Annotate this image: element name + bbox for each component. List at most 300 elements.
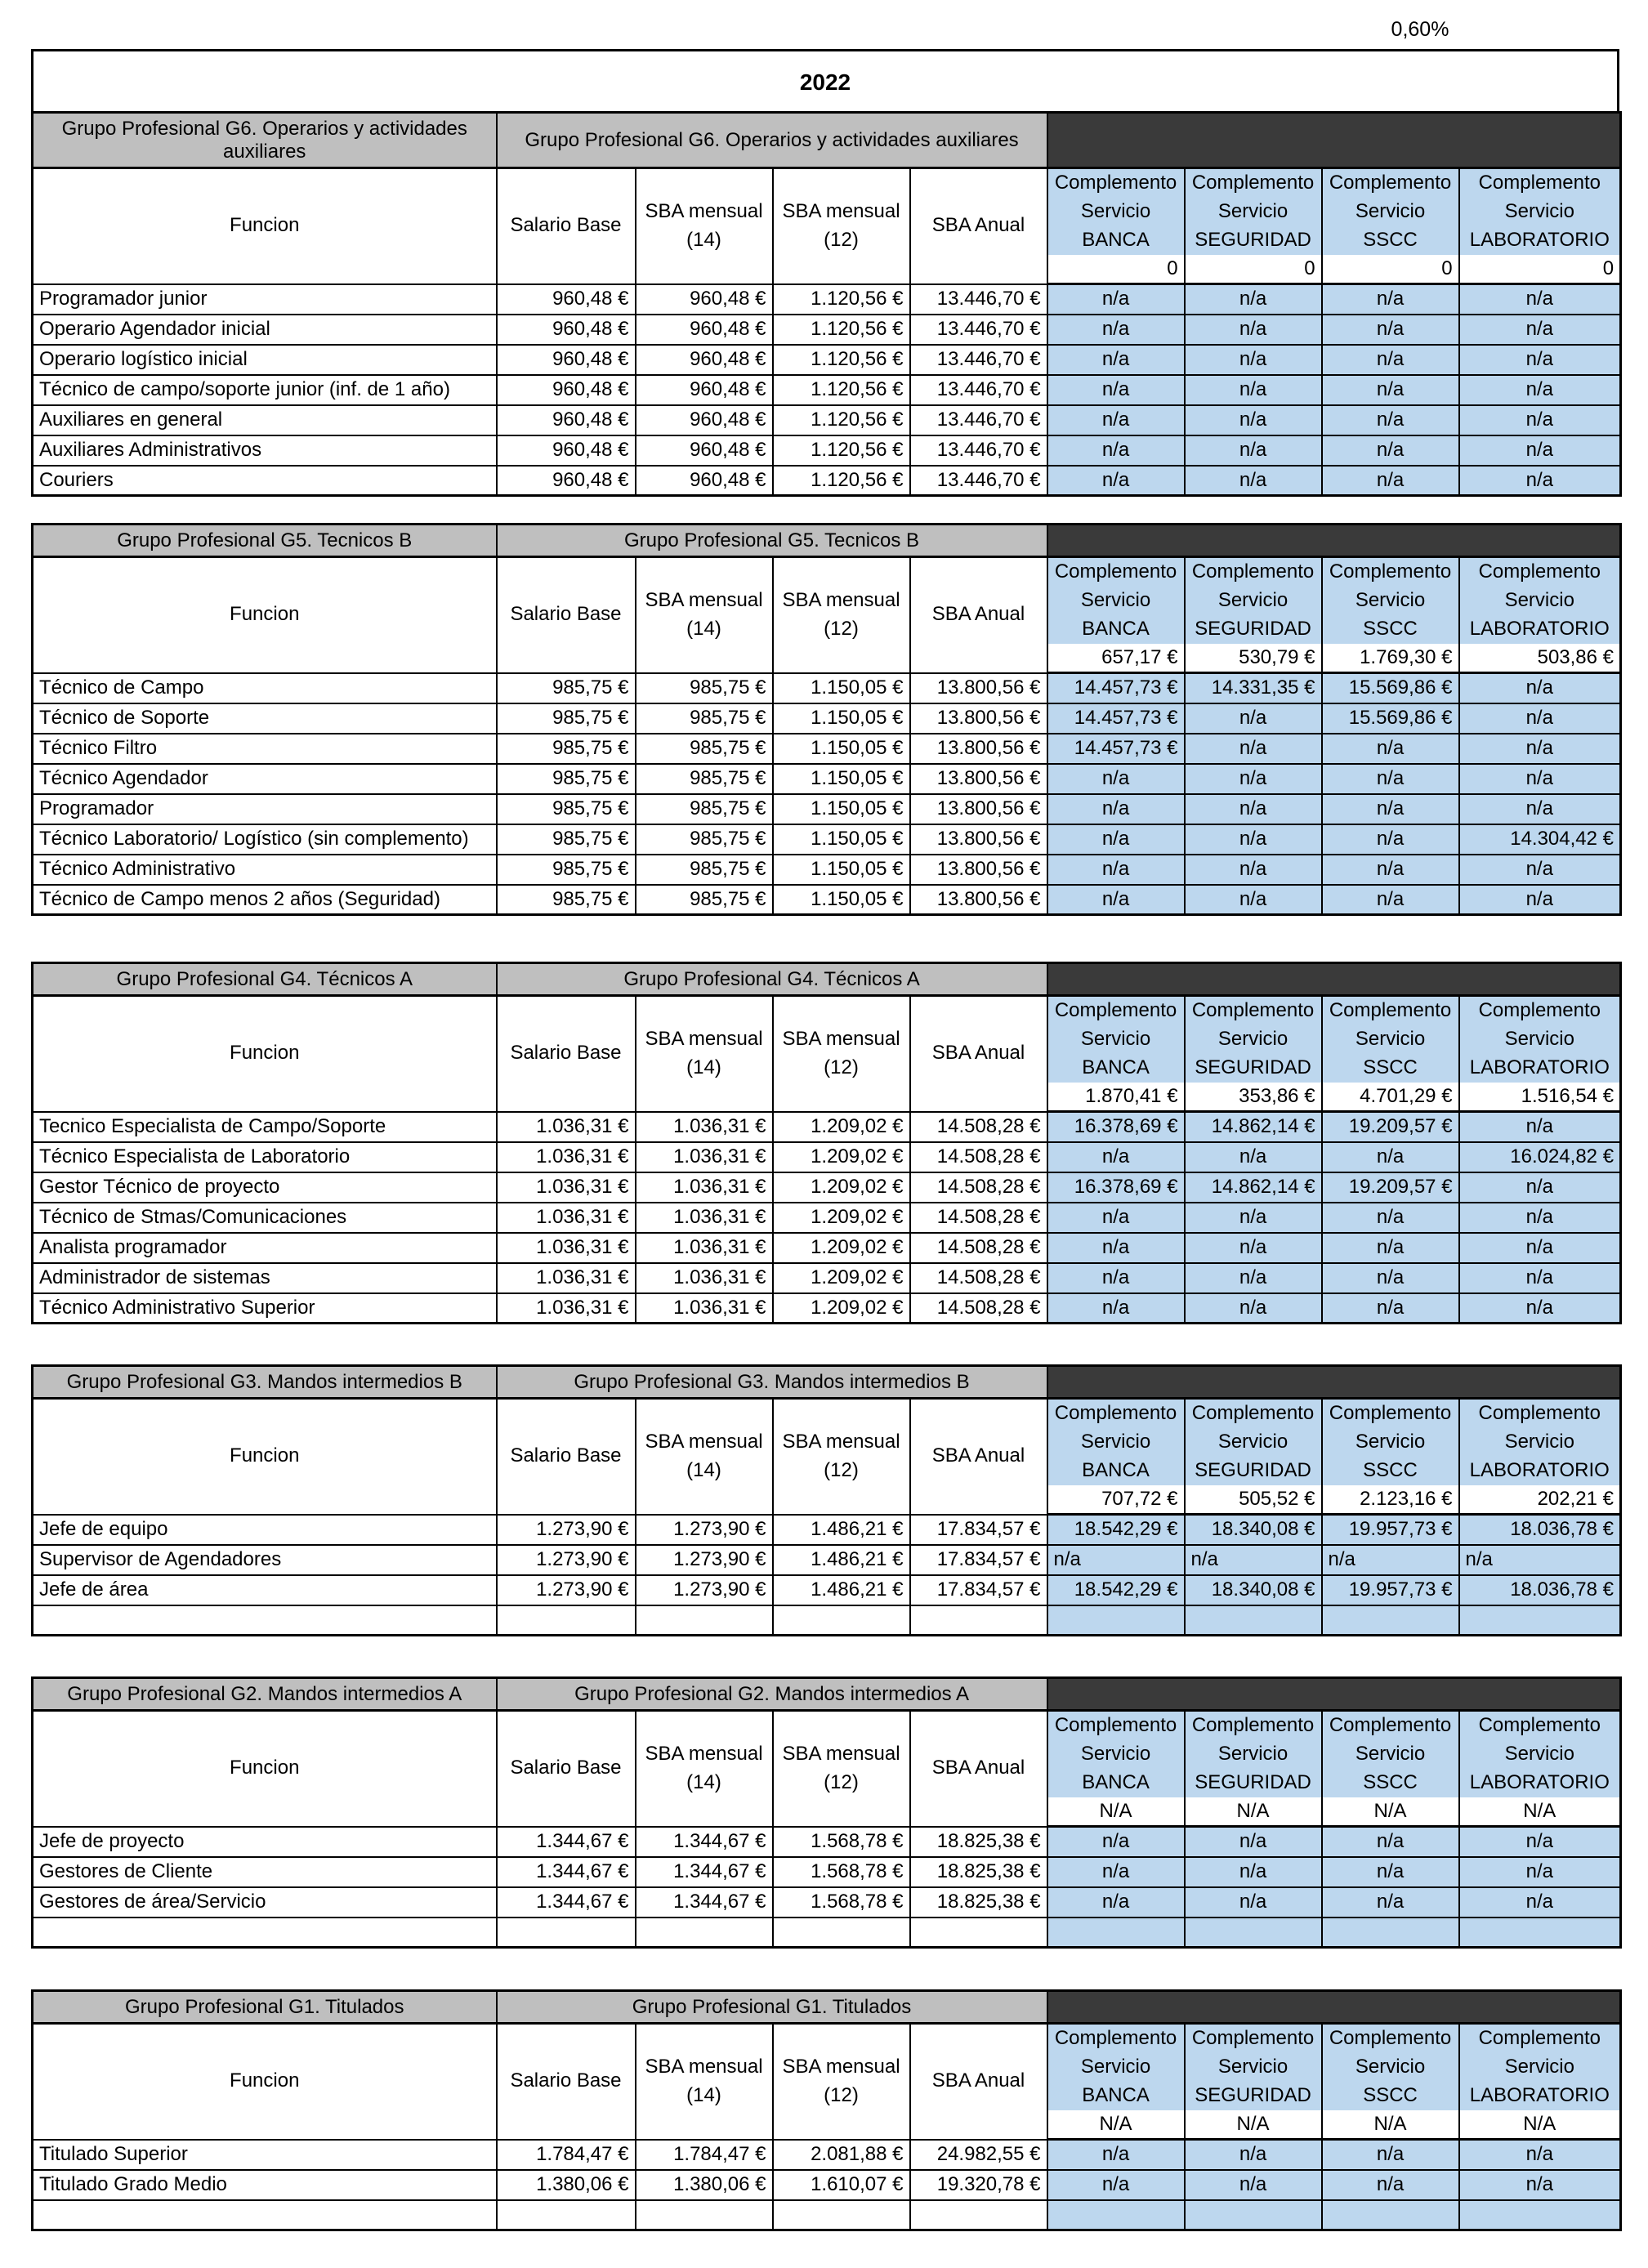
cell-complemento-sscc: n/a xyxy=(1322,405,1459,435)
table-row xyxy=(33,1575,1621,1605)
group-title-row xyxy=(33,1678,1621,1711)
header-complemento-seguridad xyxy=(1185,1399,1322,1485)
cell-complemento-banca: n/a xyxy=(1047,1857,1185,1887)
header-complemento-sscc xyxy=(1322,2024,1459,2110)
column-header-row xyxy=(33,1711,1621,1797)
cell-funcion: Técnico Laboratorio/ Logístico (sin complemento) xyxy=(33,824,497,855)
cell-sba-mensual-12: 1.209,02 € xyxy=(773,1142,910,1172)
header-complemento-banca-line3: BANCA xyxy=(1082,1770,1150,1793)
table-row xyxy=(33,885,1621,915)
cell-complemento-banca: 18.542,29 € xyxy=(1047,1575,1185,1605)
table-row xyxy=(33,2140,1621,2170)
cell-sba-anual: 13.800,56 € xyxy=(910,673,1047,703)
header-complemento-seguridad xyxy=(1185,168,1322,255)
header-sba-mensual-14-line1: SBA mensual xyxy=(645,1742,763,1765)
cell-complemento-laboratorio: n/a xyxy=(1459,1233,1621,1263)
cell-complemento-seguridad: n/a xyxy=(1185,1263,1322,1293)
header-complemento-seguridad-line3: SEGURIDAD xyxy=(1195,1056,1311,1078)
header-complemento-laboratorio-line1: Complemento xyxy=(1478,1714,1601,1737)
cell-complemento-sscc: 15.569,86 € xyxy=(1322,673,1459,703)
cell-complemento-sscc: n/a xyxy=(1322,435,1459,466)
header-funcion: Funcion xyxy=(33,168,497,284)
header-sba-mensual-14-line2: (14) xyxy=(686,1056,721,1078)
cell-complemento-laboratorio: n/a xyxy=(1459,1857,1621,1887)
group-title-dark-band xyxy=(1047,113,1621,168)
cell-complemento-seguridad: 18.340,08 € xyxy=(1185,1515,1322,1545)
cell-complemento-sscc: n/a xyxy=(1322,885,1459,915)
cell-complemento-sscc: n/a xyxy=(1322,345,1459,375)
cell-funcion: Técnico Administrativo Superior xyxy=(33,1293,497,1324)
cell-sba-mensual-12 xyxy=(773,1918,910,1948)
header-complemento-banca-line1: Complemento xyxy=(1054,2027,1177,2050)
cell-sba-mensual-12: 1.209,02 € xyxy=(773,1293,910,1324)
cell-salario-base: 960,48 € xyxy=(497,345,636,375)
header-complemento-banca xyxy=(1047,557,1185,644)
group-title-dark-band xyxy=(1047,963,1621,996)
header-complemento-sscc-line1: Complemento xyxy=(1329,2027,1452,2050)
header-complemento-laboratorio xyxy=(1459,557,1621,644)
complement-value-laboratorio: 1.516,54 € xyxy=(1459,1083,1621,1112)
cell-funcion: Técnico Especialista de Laboratorio xyxy=(33,1142,497,1172)
cell-sba-anual xyxy=(910,1918,1047,1948)
cell-complemento-laboratorio xyxy=(1459,1605,1621,1636)
cell-sba-anual: 24.982,55 € xyxy=(910,2140,1047,2170)
cell-sba-mensual-14: 1.036,31 € xyxy=(636,1172,773,1203)
cell-funcion: Analista programador xyxy=(33,1233,497,1263)
header-complemento-laboratorio-line2: Servicio xyxy=(1504,1027,1574,1050)
header-complemento-laboratorio xyxy=(1459,168,1621,255)
header-salario-base: Salario Base xyxy=(497,168,636,284)
header-sba-mensual-12 xyxy=(773,1711,910,1827)
cell-salario-base: 1.273,90 € xyxy=(497,1545,636,1575)
header-complemento-sscc-line3: SSCC xyxy=(1363,1770,1418,1793)
table-row xyxy=(33,1203,1621,1233)
cell-salario-base: 1.036,31 € xyxy=(497,1263,636,1293)
cell-sba-anual: 13.446,70 € xyxy=(910,405,1047,435)
header-complemento-banca-line1: Complemento xyxy=(1054,1714,1177,1737)
cell-complemento-sscc: n/a xyxy=(1322,2140,1459,2170)
cell-complemento-sscc: n/a xyxy=(1322,794,1459,824)
cell-funcion: Gestores de área/Servicio xyxy=(33,1887,497,1918)
cell-complemento-sscc: n/a xyxy=(1322,284,1459,315)
header-complemento-sscc xyxy=(1322,1399,1459,1485)
cell-salario-base: 1.784,47 € xyxy=(497,2140,636,2170)
header-complemento-seguridad-line3: SEGURIDAD xyxy=(1195,617,1311,640)
cell-complemento-seguridad: n/a xyxy=(1185,885,1322,915)
cell-complemento-laboratorio xyxy=(1459,2200,1621,2230)
header-complemento-seguridad xyxy=(1185,1711,1322,1797)
table-row xyxy=(33,1515,1621,1545)
header-complemento-banca-line1: Complemento xyxy=(1054,1402,1177,1425)
cell-salario-base: 1.036,31 € xyxy=(497,1172,636,1203)
cell-sba-mensual-12: 1.150,05 € xyxy=(773,673,910,703)
cell-complemento-seguridad: 18.340,08 € xyxy=(1185,1575,1322,1605)
header-sba-mensual-14 xyxy=(636,168,773,284)
cell-sba-mensual-14 xyxy=(636,1918,773,1948)
table-row xyxy=(33,1827,1621,1857)
cell-funcion: Titulado Superior xyxy=(33,2140,497,2170)
cell-complemento-sscc: n/a xyxy=(1322,2170,1459,2200)
header-complemento-seguridad-line3: SEGURIDAD xyxy=(1195,1770,1311,1793)
cell-complemento-banca xyxy=(1047,1605,1185,1636)
group-title-dark-band xyxy=(1047,1678,1621,1711)
header-complemento-banca xyxy=(1047,996,1185,1083)
cell-salario-base: 960,48 € xyxy=(497,375,636,405)
cell-sba-mensual-14: 985,75 € xyxy=(636,703,773,734)
table-row xyxy=(33,2200,1621,2230)
table-row xyxy=(33,345,1621,375)
column-header-row xyxy=(33,996,1621,1083)
header-sba-mensual-14 xyxy=(636,1711,773,1827)
cell-sba-mensual-14: 985,75 € xyxy=(636,764,773,794)
cell-sba-anual: 18.825,38 € xyxy=(910,1857,1047,1887)
header-complemento-laboratorio xyxy=(1459,996,1621,1083)
cell-sba-mensual-12: 1.150,05 € xyxy=(773,855,910,885)
cell-sba-anual: 13.800,56 € xyxy=(910,734,1047,764)
cell-sba-anual: 17.834,57 € xyxy=(910,1515,1047,1545)
cell-sba-anual: 18.825,38 € xyxy=(910,1887,1047,1918)
cell-sba-mensual-12: 1.150,05 € xyxy=(773,703,910,734)
group-title-row xyxy=(33,963,1621,996)
cell-complemento-seguridad: n/a xyxy=(1185,764,1322,794)
table-row xyxy=(33,1233,1621,1263)
header-complemento-laboratorio-line1: Complemento xyxy=(1478,999,1601,1022)
table-row xyxy=(33,466,1621,496)
header-complemento-seguridad xyxy=(1185,2024,1322,2110)
header-complemento-laboratorio-line1: Complemento xyxy=(1478,1402,1601,1425)
cell-sba-anual: 19.320,78 € xyxy=(910,2170,1047,2200)
cell-sba-mensual-12: 1.150,05 € xyxy=(773,824,910,855)
cell-salario-base: 960,48 € xyxy=(497,405,636,435)
header-complemento-banca-line1: Complemento xyxy=(1054,172,1177,194)
header-complemento-sscc-line2: Servicio xyxy=(1355,199,1426,222)
header-complemento-banca-line2: Servicio xyxy=(1080,1742,1151,1765)
cell-sba-mensual-12: 1.120,56 € xyxy=(773,315,910,345)
cell-complemento-banca: n/a xyxy=(1047,1545,1185,1575)
complement-value-sscc: 1.769,30 € xyxy=(1322,644,1459,673)
cell-complemento-banca: 14.457,73 € xyxy=(1047,734,1185,764)
table-row xyxy=(33,284,1621,315)
header-complemento-laboratorio-line1: Complemento xyxy=(1478,2027,1601,2050)
cell-sba-mensual-14: 1.036,31 € xyxy=(636,1263,773,1293)
cell-complemento-seguridad xyxy=(1185,2200,1322,2230)
cell-complemento-laboratorio: n/a xyxy=(1459,673,1621,703)
complement-value-banca: N/A xyxy=(1047,1797,1185,1827)
header-complemento-banca-line3: BANCA xyxy=(1082,228,1150,251)
cell-complemento-laboratorio: 16.024,82 € xyxy=(1459,1142,1621,1172)
group-title-mid: Grupo Profesional G4. Técnicos A xyxy=(497,963,1047,996)
cell-complemento-banca: n/a xyxy=(1047,885,1185,915)
cell-funcion: Operario Agendador inicial xyxy=(33,315,497,345)
cell-salario-base: 1.036,31 € xyxy=(497,1142,636,1172)
header-sba-mensual-14-line2: (14) xyxy=(686,228,721,251)
cell-complemento-seguridad: n/a xyxy=(1185,824,1322,855)
header-complemento-banca-line2: Servicio xyxy=(1080,199,1151,222)
cell-complemento-laboratorio: n/a xyxy=(1459,466,1621,496)
group-title-left: Grupo Profesional G1. Titulados xyxy=(33,1991,497,2024)
header-sba-mensual-12 xyxy=(773,557,910,673)
header-complemento-banca-line3: BANCA xyxy=(1082,1056,1150,1078)
cell-sba-mensual-14: 1.036,31 € xyxy=(636,1142,773,1172)
header-sba-mensual-12-line2: (12) xyxy=(824,1056,859,1078)
cell-complemento-seguridad: n/a xyxy=(1185,1887,1322,1918)
header-complemento-banca-line1: Complemento xyxy=(1054,999,1177,1022)
cell-salario-base: 985,75 € xyxy=(497,885,636,915)
header-complemento-laboratorio-line2: Servicio xyxy=(1504,199,1574,222)
cell-complemento-laboratorio: n/a xyxy=(1459,345,1621,375)
cell-sba-mensual-14 xyxy=(636,1605,773,1636)
cell-sba-mensual-14: 960,48 € xyxy=(636,435,773,466)
cell-sba-anual: 18.825,38 € xyxy=(910,1827,1047,1857)
header-complemento-sscc-line1: Complemento xyxy=(1329,999,1452,1022)
cell-complemento-laboratorio: n/a xyxy=(1459,405,1621,435)
cell-sba-mensual-12: 1.209,02 € xyxy=(773,1233,910,1263)
header-complemento-laboratorio-line1: Complemento xyxy=(1478,172,1601,194)
cell-sba-mensual-14: 960,48 € xyxy=(636,375,773,405)
header-complemento-laboratorio xyxy=(1459,1399,1621,1485)
header-sba-mensual-12-line1: SBA mensual xyxy=(782,588,900,611)
cell-salario-base: 985,75 € xyxy=(497,734,636,764)
header-complemento-seguridad-line1: Complemento xyxy=(1191,2027,1315,2050)
column-header-row xyxy=(33,168,1621,255)
header-sba-mensual-14-line2: (14) xyxy=(686,1458,721,1481)
cell-complemento-banca: n/a xyxy=(1047,466,1185,496)
cell-funcion xyxy=(33,1918,497,1948)
header-complemento-seguridad-line1: Complemento xyxy=(1191,1714,1315,1737)
cell-complemento-sscc: n/a xyxy=(1322,1857,1459,1887)
cell-funcion: Técnico de Soporte xyxy=(33,703,497,734)
cell-complemento-laboratorio: n/a xyxy=(1459,794,1621,824)
cell-salario-base: 985,75 € xyxy=(497,703,636,734)
cell-funcion: Operario logístico inicial xyxy=(33,345,497,375)
cell-complemento-sscc: n/a xyxy=(1322,466,1459,496)
column-header-row xyxy=(33,1399,1621,1485)
cell-sba-mensual-12: 1.150,05 € xyxy=(773,885,910,915)
group-title-row xyxy=(33,1366,1621,1399)
cell-funcion: Couriers xyxy=(33,466,497,496)
cell-funcion: Jefe de equipo xyxy=(33,1515,497,1545)
complement-value-sscc: N/A xyxy=(1322,2110,1459,2140)
cell-funcion: Jefe de proyecto xyxy=(33,1827,497,1857)
complement-value-sscc: N/A xyxy=(1322,1797,1459,1827)
header-complemento-sscc-line1: Complemento xyxy=(1329,1714,1452,1737)
header-sba-mensual-14 xyxy=(636,2024,773,2140)
header-complemento-laboratorio-line3: LABORATORIO xyxy=(1469,2083,1610,2106)
header-sba-anual: SBA Anual xyxy=(910,1711,1047,1827)
cell-complemento-banca: n/a xyxy=(1047,345,1185,375)
table-row xyxy=(33,794,1621,824)
header-complemento-laboratorio-line3: LABORATORIO xyxy=(1469,1770,1610,1793)
header-sba-mensual-12-line1: SBA mensual xyxy=(782,1430,900,1453)
cell-complemento-banca: 14.457,73 € xyxy=(1047,673,1185,703)
header-complemento-laboratorio xyxy=(1459,2024,1621,2110)
complement-value-sscc: 0 xyxy=(1322,255,1459,284)
cell-complemento-laboratorio: n/a xyxy=(1459,703,1621,734)
header-complemento-laboratorio-line2: Servicio xyxy=(1504,2055,1574,2078)
group-table xyxy=(31,523,1622,916)
table-row xyxy=(33,1918,1621,1948)
cell-salario-base: 1.273,90 € xyxy=(497,1515,636,1545)
cell-sba-anual: 14.508,28 € xyxy=(910,1293,1047,1324)
cell-complemento-sscc: n/a xyxy=(1322,764,1459,794)
cell-sba-anual: 14.508,28 € xyxy=(910,1142,1047,1172)
header-complemento-laboratorio-line2: Servicio xyxy=(1504,1430,1574,1453)
header-complemento-sscc xyxy=(1322,1711,1459,1797)
cell-sba-anual: 13.446,70 € xyxy=(910,345,1047,375)
table-row xyxy=(33,1263,1621,1293)
cell-complemento-banca: n/a xyxy=(1047,2140,1185,2170)
header-complemento-banca xyxy=(1047,168,1185,255)
group-title-left: Grupo Profesional G4. Técnicos A xyxy=(33,963,497,996)
header-complemento-seguridad-line1: Complemento xyxy=(1191,1402,1315,1425)
header-complemento-laboratorio xyxy=(1459,1711,1621,1797)
header-complemento-seguridad xyxy=(1185,996,1322,1083)
group-title-left: Grupo Profesional G2. Mandos intermedios A xyxy=(33,1678,497,1711)
cell-complemento-banca: n/a xyxy=(1047,284,1185,315)
header-complemento-banca xyxy=(1047,1711,1185,1797)
cell-complemento-banca: n/a xyxy=(1047,1887,1185,1918)
cell-funcion: Gestores de Cliente xyxy=(33,1857,497,1887)
cell-sba-anual: 13.446,70 € xyxy=(910,284,1047,315)
year-title: 2022 xyxy=(31,49,1619,111)
cell-funcion: Tecnico Especialista de Campo/Soporte xyxy=(33,1112,497,1142)
group-title-left: Grupo Profesional G3. Mandos intermedios B xyxy=(33,1366,497,1399)
cell-salario-base xyxy=(497,1605,636,1636)
cell-funcion: Técnico Agendador xyxy=(33,764,497,794)
cell-sba-mensual-14: 985,75 € xyxy=(636,794,773,824)
cell-sba-mensual-14: 985,75 € xyxy=(636,824,773,855)
complement-value-seguridad: 530,79 € xyxy=(1185,644,1322,673)
cell-complemento-laboratorio: n/a xyxy=(1459,764,1621,794)
cell-complemento-sscc: n/a xyxy=(1322,1203,1459,1233)
header-complemento-banca-line3: BANCA xyxy=(1082,2083,1150,2106)
cell-complemento-laboratorio: n/a xyxy=(1459,885,1621,915)
cell-sba-anual: 17.834,57 € xyxy=(910,1545,1047,1575)
cell-funcion: Técnico de campo/soporte junior (inf. de 1 año) xyxy=(33,375,497,405)
header-complemento-banca-line3: BANCA xyxy=(1082,1458,1150,1481)
cell-complemento-seguridad: n/a xyxy=(1185,375,1322,405)
cell-sba-anual: 13.800,56 € xyxy=(910,824,1047,855)
header-sba-mensual-12-line2: (12) xyxy=(824,2083,859,2106)
header-funcion: Funcion xyxy=(33,996,497,1112)
header-complemento-banca-line2: Servicio xyxy=(1080,2055,1151,2078)
header-funcion: Funcion xyxy=(33,2024,497,2140)
cell-funcion: Programador junior xyxy=(33,284,497,315)
cell-sba-mensual-12: 1.150,05 € xyxy=(773,764,910,794)
header-complemento-laboratorio-line3: LABORATORIO xyxy=(1469,228,1610,251)
cell-complemento-laboratorio: n/a xyxy=(1459,1263,1621,1293)
cell-complemento-laboratorio: 18.036,78 € xyxy=(1459,1575,1621,1605)
header-complemento-sscc-line1: Complemento xyxy=(1329,1402,1452,1425)
header-complemento-laboratorio-line1: Complemento xyxy=(1478,560,1601,583)
cell-complemento-seguridad: n/a xyxy=(1185,345,1322,375)
header-complemento-laboratorio-line3: LABORATORIO xyxy=(1469,1056,1610,1078)
cell-complemento-laboratorio: n/a xyxy=(1459,855,1621,885)
cell-complemento-banca: n/a xyxy=(1047,375,1185,405)
cell-complemento-sscc xyxy=(1322,1605,1459,1636)
cell-complemento-sscc: 15.569,86 € xyxy=(1322,703,1459,734)
table-row xyxy=(33,703,1621,734)
cell-complemento-sscc: n/a xyxy=(1322,315,1459,345)
cell-sba-anual: 13.800,56 € xyxy=(910,703,1047,734)
header-complemento-seguridad-line1: Complemento xyxy=(1191,999,1315,1022)
header-complemento-seguridad-line3: SEGURIDAD xyxy=(1195,2083,1311,2106)
group-title-row xyxy=(33,525,1621,557)
cell-complemento-banca: n/a xyxy=(1047,1203,1185,1233)
table-row xyxy=(33,315,1621,345)
header-sba-mensual-14-line1: SBA mensual xyxy=(645,1430,763,1453)
cell-complemento-sscc: 19.209,57 € xyxy=(1322,1172,1459,1203)
cell-complemento-sscc: n/a xyxy=(1322,734,1459,764)
header-sba-anual: SBA Anual xyxy=(910,168,1047,284)
header-complemento-sscc xyxy=(1322,557,1459,644)
cell-complemento-laboratorio: n/a xyxy=(1459,1293,1621,1324)
group-title-mid: Grupo Profesional G3. Mandos intermedios B xyxy=(497,1366,1047,1399)
cell-salario-base: 960,48 € xyxy=(497,284,636,315)
cell-complemento-laboratorio: n/a xyxy=(1459,315,1621,345)
group-title-dark-band xyxy=(1047,1991,1621,2024)
cell-complemento-laboratorio: n/a xyxy=(1459,435,1621,466)
complement-value-laboratorio: 202,21 € xyxy=(1459,1485,1621,1515)
cell-complemento-seguridad: n/a xyxy=(1185,284,1322,315)
complement-value-sscc: 4.701,29 € xyxy=(1322,1083,1459,1112)
header-sba-anual: SBA Anual xyxy=(910,996,1047,1112)
header-complemento-seguridad-line3: SEGURIDAD xyxy=(1195,228,1311,251)
header-complemento-sscc-line3: SSCC xyxy=(1363,2083,1418,2106)
cell-sba-mensual-14: 985,75 € xyxy=(636,855,773,885)
cell-complemento-laboratorio: n/a xyxy=(1459,1203,1621,1233)
cell-sba-anual: 14.508,28 € xyxy=(910,1233,1047,1263)
table-row xyxy=(33,1293,1621,1324)
cell-salario-base: 1.036,31 € xyxy=(497,1112,636,1142)
cell-complemento-sscc xyxy=(1322,1918,1459,1948)
cell-complemento-seguridad: n/a xyxy=(1185,703,1322,734)
header-salario-base: Salario Base xyxy=(497,1711,636,1827)
cell-complemento-sscc: n/a xyxy=(1322,1545,1459,1575)
cell-complemento-sscc: n/a xyxy=(1322,1293,1459,1324)
cell-salario-base: 1.344,67 € xyxy=(497,1857,636,1887)
cell-complemento-laboratorio: n/a xyxy=(1459,1545,1621,1575)
cell-complemento-sscc: 19.209,57 € xyxy=(1322,1112,1459,1142)
cell-complemento-seguridad: 14.862,14 € xyxy=(1185,1112,1322,1142)
header-salario-base: Salario Base xyxy=(497,557,636,673)
complement-value-banca: 707,72 € xyxy=(1047,1485,1185,1515)
column-header-row xyxy=(33,2024,1621,2110)
header-complemento-sscc-line2: Servicio xyxy=(1355,1742,1426,1765)
header-sba-mensual-14-line1: SBA mensual xyxy=(645,2055,763,2078)
header-complemento-banca xyxy=(1047,1399,1185,1485)
cell-salario-base: 1.036,31 € xyxy=(497,1293,636,1324)
header-sba-mensual-12-line1: SBA mensual xyxy=(782,1742,900,1765)
header-complemento-sscc xyxy=(1322,168,1459,255)
cell-complemento-banca: n/a xyxy=(1047,315,1185,345)
header-complemento-sscc-line1: Complemento xyxy=(1329,172,1452,194)
cell-complemento-seguridad: 14.862,14 € xyxy=(1185,1172,1322,1203)
header-complemento-sscc-line3: SSCC xyxy=(1363,617,1418,640)
cell-sba-anual: 13.800,56 € xyxy=(910,794,1047,824)
cell-funcion: Jefe de área xyxy=(33,1575,497,1605)
cell-funcion: Técnico Filtro xyxy=(33,734,497,764)
header-complemento-laboratorio-line2: Servicio xyxy=(1504,588,1574,611)
cell-sba-mensual-12: 1.150,05 € xyxy=(773,734,910,764)
cell-sba-mensual-12: 1.150,05 € xyxy=(773,794,910,824)
cell-complemento-laboratorio: n/a xyxy=(1459,1172,1621,1203)
header-sba-mensual-12-line2: (12) xyxy=(824,228,859,251)
table-row xyxy=(33,405,1621,435)
cell-complemento-seguridad: n/a xyxy=(1185,1142,1322,1172)
cell-sba-mensual-12: 1.568,78 € xyxy=(773,1827,910,1857)
header-sba-anual: SBA Anual xyxy=(910,557,1047,673)
